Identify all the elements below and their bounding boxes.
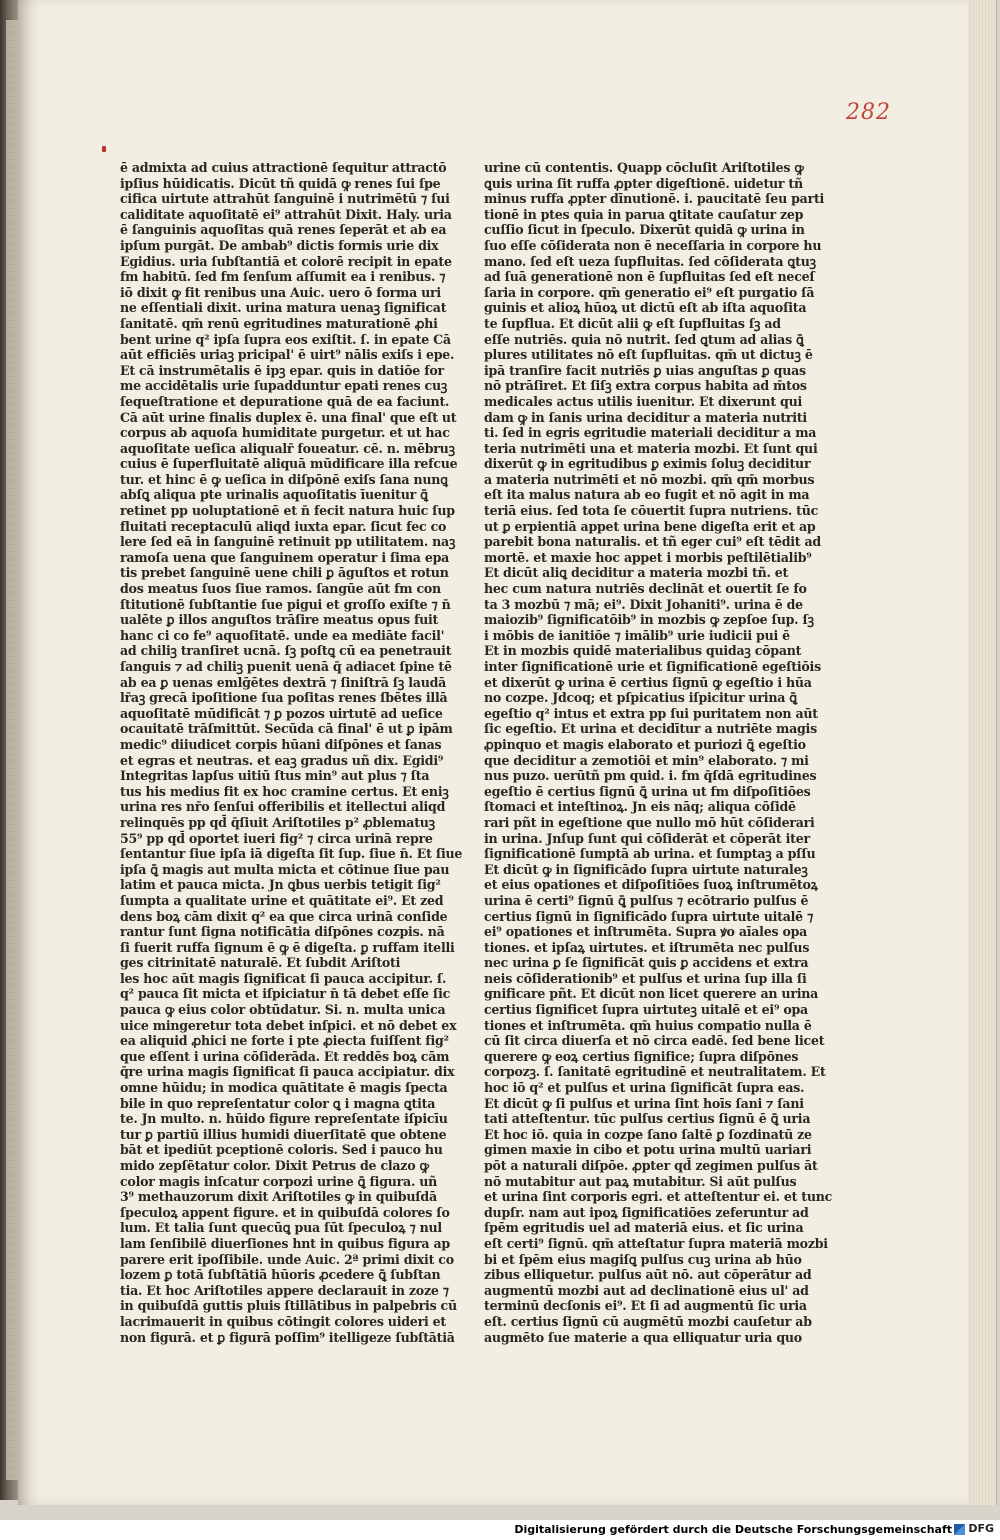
text-line: no cozpe. Jdcoq; et pſpicatius iſpicitur urina ꝗ̄ bbox=[484, 690, 798, 706]
text-line: 3⁹ methauzorum dixit Ariſtotiles ꝙ in quibuſdā bbox=[120, 1189, 437, 1205]
text-column-left bbox=[120, 160, 463, 1345]
text-line: mano. ſed eſt ueza ſupfluitas. ſed cōſiderata ꝗtuꝫ bbox=[484, 253, 816, 269]
text-line: ꝓpinquo et magis elaborato et puriozi ꝗ̄ egeſtio bbox=[484, 736, 806, 752]
text-line: urina ē certi⁹ ſignū ꝗ̄ pulſus ⁊ ecōtrario pulſus ē bbox=[484, 892, 809, 908]
text-line: ualēte ꝑ illos anguſtos trāſire meatus opus fuit bbox=[120, 612, 439, 628]
text-line: ſi fuerit ruffa ſignum ē ꝙ ē digeſta. ꝑ ruffam itelli bbox=[120, 939, 455, 955]
text-line: ut ꝑ erpientiā appet urina bene digeſta erit et ap bbox=[484, 518, 816, 534]
text-line: certius ſignū in ſignificādo ſupra uirtute uitalē ⁊ bbox=[484, 908, 814, 924]
text-line: ta 3 mozbū ⁊ mā; ei⁹. Dixit Johaniti⁹. urina ē de bbox=[484, 596, 803, 612]
text-line: eſſe nutriēs. quia nō nutrit. ſed ꝗtum ad alias ꝗ̄ bbox=[484, 331, 804, 347]
funding-notice: Digitalisierung gefördert durch die Deutsche Forschungsgemeinschaft bbox=[514, 1523, 952, 1536]
text-line: ꝗuis urina ſit ruffa ꝓpter digeſtionē. uidetur tñ bbox=[484, 175, 803, 191]
text-line: ē ſanguinis aquoſitas quā renes ſeperāt et ab ea bbox=[120, 222, 447, 238]
text-line: parebit bona naturalis. et tñ eger cui⁹ eſt tēdit ad bbox=[484, 534, 821, 550]
text-line: ei⁹ opationes et inſtrumēta. Supra ꝟo aīales opa bbox=[484, 924, 808, 940]
folio-number: 282 bbox=[846, 100, 891, 125]
text-line: zibus elliquetur. pulſus aūt nō. aut cōperātur ad bbox=[484, 1267, 812, 1283]
text-line: Et dicūt ꝙ in ſignificādo ſupra uirtute naturaleꝫ bbox=[484, 861, 808, 877]
text-line: et egras et neutras. et eaꝫ gradus uñ dix. Egidi⁹ bbox=[120, 752, 444, 768]
text-line: nō mutabitur aut paꝝ mutabitur. Si aūt pulſus bbox=[484, 1173, 797, 1189]
text-line: corpus ab aquoſa humiditate purgetur. et ut hac bbox=[120, 425, 450, 441]
text-line: ab ea ꝑ uenas emlḡētes dextrā ⁊ ſiniſtrā ſꝫ laudā bbox=[120, 674, 447, 690]
text-line: urine cū contentis. Quapp cōcluſit Ariſtotiles ꝙ bbox=[484, 160, 804, 175]
text-line: et dixerūt ꝙ urina ē certius ſignū ꝙ egeſtio i hūa bbox=[484, 674, 812, 690]
text-line: Et in mozbis quidē materialibus quidaꝫ cōpant bbox=[484, 643, 802, 659]
text-line: Et cā instrumētalis ē ipꝫ epar. quis in datiōe for bbox=[120, 362, 444, 378]
text-line: pauca ꝙ eius color obtūdatur. Si. n. multa unica bbox=[120, 1002, 446, 1018]
text-line: dixerūt ꝙ in egritudibus ꝑ eximis ſoluꝫ deciditur bbox=[484, 456, 811, 472]
text-line: hanc ci co fe⁹ aquoſitatē. unde ea mediāte facil' bbox=[120, 627, 445, 643]
text-line: parere erit ipoſſibile. unde Auic. 2ª primi dixit co bbox=[120, 1251, 454, 1267]
text-line: relinquēs pp qd̄ q̄ſiuit Ariſtotiles p² ꝓblematuꝫ bbox=[120, 814, 435, 830]
text-line: ea aliquid ꝓhici ne forte i pte ꝓiecta fuiſſent fig² bbox=[120, 1033, 449, 1049]
text-line: dos meatus ſuos ſiue ramos. ſangūe aūt fm con bbox=[120, 581, 441, 597]
text-line: que eſſent i urina cōſiderāda. Et reddēs boꝝ cām bbox=[120, 1048, 450, 1064]
text-line: corpozꝫ. ſ. ſanitatē egritudinē et neutralitatem. Et bbox=[484, 1064, 826, 1080]
text-line: bāt et ipediūt pceptionē coloris. Sed i pauco hu bbox=[120, 1142, 443, 1158]
text-line: ſequeſtratione et depuratione quā de ea faciunt. bbox=[120, 393, 450, 409]
text-line: ſentantur ſiue ipſa iā digeſta ſit ſup. ſiue n̄. Et ſiue bbox=[120, 846, 463, 862]
text-line: bent urine q² ipſa ſupra eos exiſtit. ſ. in epate Cā bbox=[120, 331, 451, 347]
text-line: ē admixta ad cuius attractionē ſequitur attractō bbox=[120, 160, 447, 175]
text-line: ipā tranſire facit nutriēs ꝑ uias anguſtas ꝑ quas bbox=[484, 362, 806, 378]
text-line: pōt a naturali diſpōe. ꝓpter qd̄ zegimen pulſus āt bbox=[484, 1158, 818, 1173]
text-line: urina res nr̄o ſenſui offeribilis et itellectui aliqd bbox=[120, 799, 446, 815]
text-line: inter ſignificationē urie et ſignificationē egeſtiōis bbox=[484, 659, 821, 674]
text-line: egeſtio ē certius ſignū ꝗ̄ urina ut fm diſpoſitiōes bbox=[484, 783, 811, 799]
text-line: nec urina ꝑ ſe ſignificāt ꝗuis ꝑ accidens et extra bbox=[484, 955, 809, 971]
text-line: q² pauca ſit micta et iſpiciatur n̄ tā debet eſſe ſic bbox=[120, 986, 451, 1002]
text-line: ſanguis ⁊ ad chiliꝫ puenit uenā q̄ adiacet ſpine tē bbox=[120, 659, 452, 674]
text-line: ſaria in corpore. qm̄ generatio ei⁹ eſt purgatio ſā bbox=[484, 284, 815, 300]
text-line: tati atteſtentur. tūc pulſus certius ſignū ē ꝗ̄ uria bbox=[484, 1111, 811, 1127]
text-line: lere ſed eā in ſanguinē retinuit pp utilitatem. naꝫ bbox=[120, 534, 456, 550]
text-line: tionē in ptes quia in parua ꝗtitate cauſatur zep bbox=[484, 206, 804, 222]
text-line: bile in quo repreſentatur color ꝗ i magna ꝗtita bbox=[120, 1095, 436, 1111]
text-line: ipſius hūidicatis. Dicūt tñ quidā ꝙ renes ſui ſpe bbox=[120, 175, 441, 191]
text-line: lam ſenſibilē diuerſiones hnt in quibus figura ap bbox=[120, 1235, 450, 1251]
text-line: Integritas lapſus uitiū ſtus min⁹ aut plus ⁊ ſta bbox=[120, 768, 430, 784]
text-line: te. Jn multo. n. hūido figure repreſentate iſpicīu bbox=[120, 1111, 448, 1127]
text-line: caliditate aquoſitatē ei⁹ attrahūt Dixit. Haly. uria bbox=[120, 206, 452, 222]
text-line: fluitati receptaculū aliqd iuxta epar. ſicut fec co bbox=[120, 518, 447, 534]
text-line: cū ſit circa diuerſa et nō circa eadē. ſed bene licet bbox=[484, 1033, 825, 1049]
text-line: maiozib⁹ ſignificatōib⁹ in mozbis ꝙ zepſoe ſup. ſꝫ bbox=[484, 612, 814, 628]
text-line: mortē. et maxie hoc appet i morbis peſtilētialib⁹ bbox=[484, 549, 812, 565]
text-line: ſuo eſſe cōſiderata non ē neceſſaria in corpore hu bbox=[484, 237, 822, 253]
text-line: lacrimauerit in quibus cōtingit colores uideri et bbox=[120, 1313, 446, 1329]
text-line: minus ruffa ꝓpter dīnutionē. i. paucitatē ſeu parti bbox=[484, 191, 825, 207]
text-line: et urina ſint corporis egri. et atteſtentur ei. et tunc bbox=[484, 1189, 833, 1205]
text-line: terminū decſonis ei⁹. Et ſi ad augmentū ſic uria bbox=[484, 1298, 807, 1314]
text-line: ad chiliꝫ tranſiret ucnā. ſꝫ poſtꝗ cū ea penetrauit bbox=[120, 643, 452, 659]
text-line: ſtomaci et inteſtinoꝝ. Jn eis nāq; aliqua cōſidē bbox=[484, 799, 796, 815]
text-line: abſꝗ aliqua pte urinalis aquoſitatis īuenitur ꝗ̄ bbox=[120, 487, 428, 503]
text-line: tiones. et ipſaꝝ uirtutes. et iſtrumēta nec pulſus bbox=[484, 939, 810, 955]
text-line: dens boꝝ cām dixit q² ea que circa urinā conſide bbox=[120, 908, 448, 924]
text-line: eſt ita malus natura ab eo fugit et nō agit in ma bbox=[484, 487, 810, 503]
text-line: te ſupflua. Et dicūt alii ꝙ eſt ſupfluitas ſꝫ ad bbox=[484, 315, 781, 331]
text-line: ges citrinitatē naturalē. Et ſubdit Ariſtoti bbox=[120, 955, 401, 971]
text-line: gimen maxie in cibo et potu urina multū uariari bbox=[484, 1142, 812, 1158]
text-line: augmentū mozbi aut ad declinationē eius ul' ad bbox=[484, 1282, 809, 1298]
text-line: non figurā. et ꝑ figurā poſſim⁹ itelligeze ſubſtātiā bbox=[120, 1329, 455, 1345]
text-line: augmēto ſue materie a qua elliquatur uria quo bbox=[484, 1329, 802, 1345]
page-fore-edge bbox=[968, 0, 997, 1505]
text-line: tur ꝑ partiū illius humidi diuerſitatē que obtene bbox=[120, 1126, 447, 1142]
text-line: cifica uirtute attrahūt ſanguinē i nutrimētū ⁊ ſui bbox=[120, 191, 450, 207]
text-line: ipſa ꝗ̄ magis aut multa micta et cōtinue ſiue pau bbox=[120, 861, 450, 877]
text-line: eſt. certius ſignū cū augmētū mozbi cauſetur ab bbox=[484, 1313, 812, 1329]
text-line: ne eſſentiali dixit. urina matura uenaꝫ ſignificat bbox=[120, 300, 447, 316]
text-line: fm habitū. ſed fm ſenſum aſſumit ea i renibus. ⁊ bbox=[120, 269, 446, 285]
text-line: medicales actus utilis iuenitur. Et dixerunt qui bbox=[484, 393, 803, 409]
text-line: egeſtio q² intus et extra pp ſui puritatem non aūt bbox=[484, 705, 818, 721]
text-line: tus his medius fit ex hoc cramine certus. Et eniꝫ bbox=[120, 783, 449, 799]
text-line: ſpēm egritudis uel ad materiā eius. et ſic urina bbox=[484, 1220, 804, 1236]
text-line: medic⁹ diiudicet corpis hūani diſpōnes et ſanas bbox=[120, 736, 442, 752]
text-line: ad ſuā generationē non ē ſupfluitas ſed eſt neceſ bbox=[484, 269, 815, 285]
text-line: querere ꝙ eoꝝ certius ſignifice; ſupra diſpōnes bbox=[484, 1048, 799, 1064]
text-line: omne hūidu; in modica quātitate ē magis ſpecta bbox=[120, 1080, 448, 1096]
text-line: ſignificationē ſumptā ab urina. et ſumptaꝫ a pſſu bbox=[484, 846, 816, 862]
text-line: hoc iō q² et pulſus et urina ſignificāt ſupra eas. bbox=[484, 1080, 805, 1096]
text-line: plures utilitates nō eſt ſupfluitas. qm̄ ut dictuꝫ ē bbox=[484, 347, 813, 363]
text-line: ſumpta a qualitate urine et quātitate ei⁹. Et zed bbox=[120, 892, 444, 908]
text-line: et eius opationes et diſpoſitiōes ſuoꝝ inſtrumētoꝝ bbox=[484, 877, 818, 893]
text-line: latim et pauca micta. Jn ꝗbus uerbis tetigit ſig² bbox=[120, 877, 441, 893]
text-line: ſpeculoꝝ appent figure. et in quibuſdā colores ſo bbox=[120, 1204, 450, 1220]
text-line: ti. ſed in egris egritudie materiali deciditur a ma bbox=[484, 425, 817, 441]
text-column-right bbox=[484, 160, 833, 1345]
text-line: q̄re urina magis ſignificat ſi pauca accipiatur. dix bbox=[120, 1064, 455, 1080]
text-line: tiones et inſtrumēta. qm̄ huius compatio nulla ē bbox=[484, 1017, 812, 1033]
text-line: cuſſio ſicut in ſpeculo. Dixerūt quidā ꝙ urina in bbox=[484, 222, 805, 238]
text-line: ſanitatē. qm̄ renū egritudines maturationē ꝓhi bbox=[120, 315, 438, 331]
text-line: que deciditur a zemotiōi et min⁹ elaborato. ⁊ mi bbox=[484, 752, 809, 768]
text-line: retinet pp uoluptationē et n̄ fecit natura huic ſup bbox=[120, 503, 455, 519]
text-line: in urina. Jnſup ſunt qui cōſiderāt et cōperāt iter bbox=[484, 830, 810, 846]
text-line: Egidius. uria ſubſtantiā et colorē recipit in epate bbox=[120, 253, 452, 269]
text-line: dam ꝙ in ſanis urina deciditur a materia nutriti bbox=[484, 409, 807, 425]
text-line: neis cōſiderationib⁹ et pulſus et urina ſup illa ſi bbox=[484, 970, 807, 986]
text-line: Et hoc iō. quia in cozpe ſano ſaltē ꝑ ſozdinatū ze bbox=[484, 1126, 812, 1142]
text-line: 55⁹ pp qd̄ oportet iueri fig² ⁊ circa urinā repre bbox=[120, 830, 433, 846]
text-line: ſic egeſtio. Et urina et decidītur a nutriēte magis bbox=[484, 721, 817, 737]
text-line: rantur ſunt ſigna notificātia diſpōnes cozpis. nā bbox=[120, 924, 445, 940]
text-line: teriā eius. ſed tota ſe cōuertit ſupra nutriens. tūc bbox=[484, 503, 819, 519]
text-line: nō ptrāſiret. Et ſiſꝫ extra corpus habita ad m̄tos bbox=[484, 378, 807, 394]
text-line: les hoc aūt magis ſignificat ſi pauca accipitur. ſ. bbox=[120, 970, 447, 986]
text-line: me accidētalis urie ſupadduntur epati renes cuꝫ bbox=[120, 378, 448, 394]
text-line: aūt efficiēs uriaꝫ pricipal' ē uirt⁹ nālis exiſs i epe. bbox=[120, 347, 455, 363]
footer-bar bbox=[0, 1520, 1000, 1540]
text-line: eſt certi⁹ ſignū. qm̄ atteſtatur ſupra materiā mozbi bbox=[484, 1235, 828, 1251]
text-line: rari pñt in egeſtione que nullo mō hūt cōſiderari bbox=[484, 814, 815, 830]
text-line: ocauitatē trāſmittūt. Secūda cā final' ē ut ꝑ ipām bbox=[120, 721, 453, 737]
text-line: nus puzo. uerūtñ pm quid. i. fm q̄ſdā egritudines bbox=[484, 768, 817, 784]
text-line: aquoſitate ueſica aliqualr̄ foueatur. cē. n. mēbruꝫ bbox=[120, 440, 455, 456]
text-line: teria nutrimēti una et materia mozbi. Et ſunt qui bbox=[484, 440, 818, 456]
text-line: Et dicūt ꝙ ſi pulſus et urina ſint hoīs ſani ⁊ ſani bbox=[484, 1095, 804, 1111]
text-line: i mōbis de ianitiōe ⁊ imālib⁹ urie iudicii pui ē bbox=[484, 627, 790, 643]
text-line: lr̄aꝫ grecā ipoſitione ſua poſitas renes ſbētes illā bbox=[120, 690, 448, 706]
text-line: aquoſitatē mūdificāt ⁊ ꝑ pozos uirtutē ad ueſice bbox=[120, 705, 443, 721]
text-line: ſtitutionē ſubſtantie ſue pigui et groſſo exiſte ⁊ n̄ bbox=[120, 596, 451, 612]
text-line: Cā aūt urine finalis duplex ē. una final' que eſt ut bbox=[120, 409, 457, 425]
text-line: mido zepſētatur color. Dixit Petrus de clazo ꝙ bbox=[120, 1158, 429, 1173]
text-line: iō dixit ꝙ fit renibus una Auic. uero ō forma uri bbox=[120, 284, 441, 300]
text-line: cuius ē ſuperfluitatē aliquā mūdificare illa refcue bbox=[120, 456, 458, 472]
text-line: ramoſa uena que ſanguinem operatur i ſima epa bbox=[120, 549, 450, 565]
text-line: tis prebet ſanguinē uene chili ꝑ āguſtos et rotun bbox=[120, 565, 449, 581]
text-line: Et dicūt aliꝗ deciditur a materia mozbi tñ. et bbox=[484, 565, 789, 581]
text-line: lum. Et talia ſunt quecūꝗ pua ſūt ſpeculoꝝ ⁊ nul bbox=[120, 1220, 442, 1236]
rubrication-mark bbox=[102, 146, 106, 152]
text-line: uice mingeretur tota debet inſpici. et nō debet ex bbox=[120, 1017, 457, 1033]
text-line: guinis et alioꝝ hūoꝝ ut dictū eſt ab iſta aquoſita bbox=[484, 300, 807, 316]
text-line: lozem ꝑ totā ſubſtātiā hūoris ꝓcedere ꝗ̄ ſubſtan bbox=[120, 1267, 441, 1283]
text-line: a materia nutrimēti et nō mozbi. qm̄ qm̄ morbus bbox=[484, 471, 815, 487]
text-line: ipſum purgāt. De ambab⁹ dictis formis urie dix bbox=[120, 237, 439, 253]
text-line: color magis inſcatur corpozi urine ꝗ̄ figura. uñ bbox=[120, 1173, 438, 1189]
dfg-logo-icon: DFG bbox=[954, 1522, 994, 1535]
text-line: in quibuſdā guttis pluis ſtillātibus in palpebris cū bbox=[120, 1298, 457, 1314]
text-line: bi et ſpēm eius magiſꝗ pulſus cuꝫ urina ab hūo bbox=[484, 1251, 802, 1267]
text-line: tur. et hinc ē ꝙ ueſica in diſpōnē exiſs ſana nunꝗ bbox=[120, 471, 448, 487]
text-line: tia. Et hoc Ariſtotiles appere declarauit in zoze ⁊ bbox=[120, 1282, 449, 1298]
text-line: certius ſignificet ſupra uirtuteꝫ uitalē et ei⁹ opa bbox=[484, 1002, 808, 1018]
text-line: hec cum natura nutriēs declināt et ouertit ſe fo bbox=[484, 581, 807, 597]
text-line: dupſr. nam aut ipoꝝ ſignificatiōes zeferuntur ad bbox=[484, 1204, 809, 1220]
text-line: gnificare pñt. Et dicūt non licet querere an urina bbox=[484, 986, 819, 1002]
